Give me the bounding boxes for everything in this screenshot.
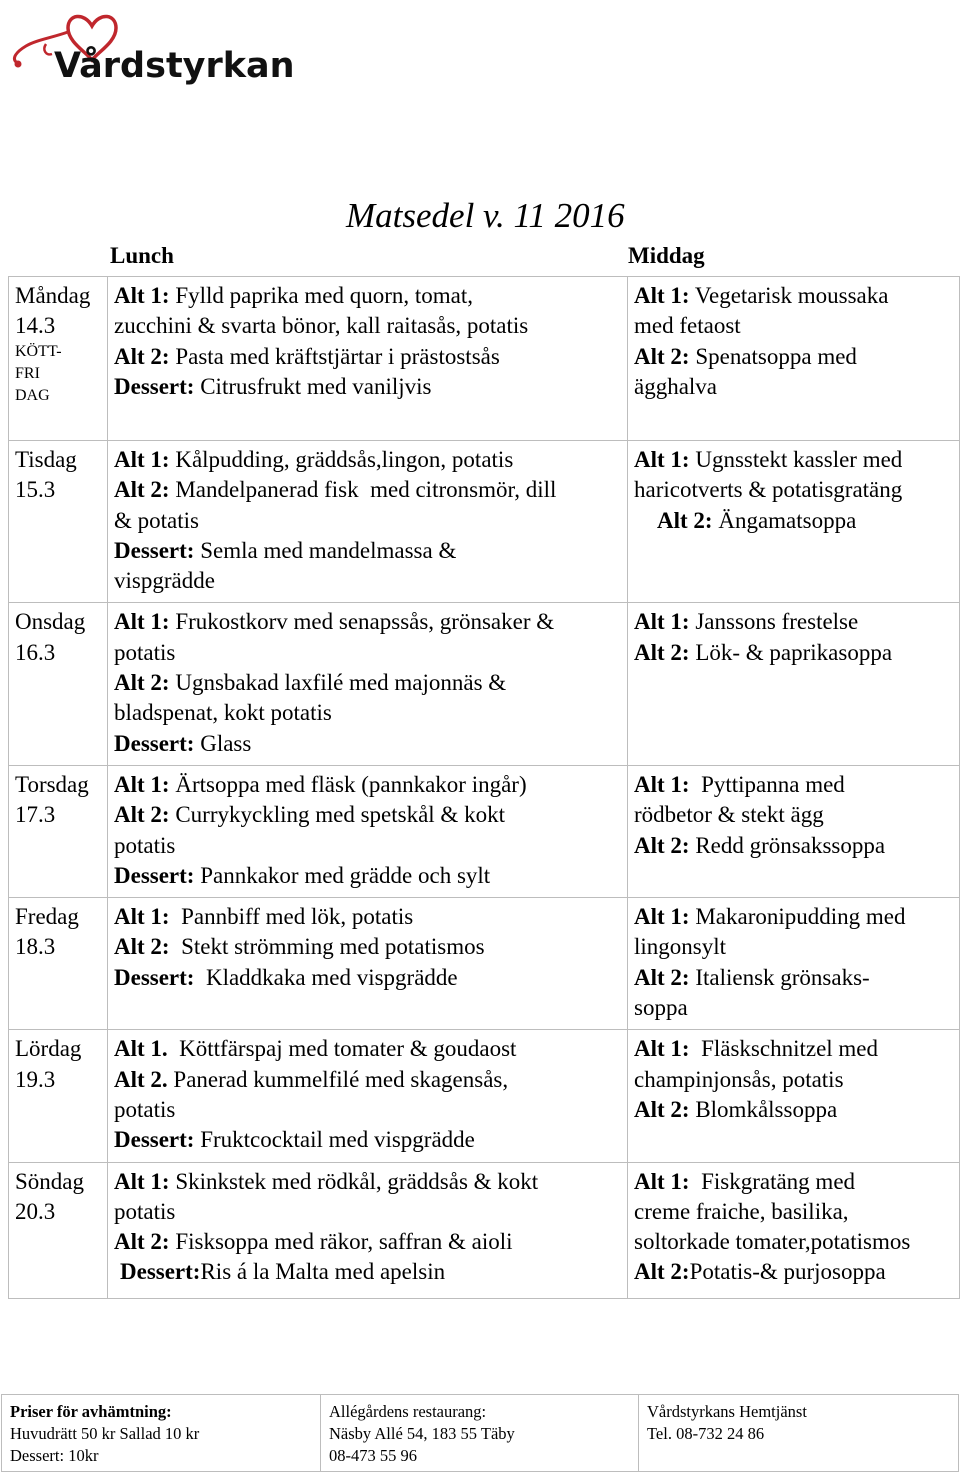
logo-text: Vårdstyrkan bbox=[54, 46, 295, 86]
day-note: FRI bbox=[15, 364, 40, 382]
lunch-cell bbox=[108, 441, 628, 603]
restaurant-heading: Allégårdens restaurang: bbox=[329, 1402, 487, 1421]
day-date: 16.3 bbox=[15, 639, 56, 665]
alt-label: Alt 2: bbox=[634, 832, 690, 858]
dish-text: Potatis-& purjosoppa bbox=[689, 1259, 886, 1285]
lunch-cell bbox=[108, 277, 628, 441]
dish-text: Fylld paprika med quorn, tomat, bbox=[175, 283, 474, 308]
lunch-line bbox=[114, 1227, 621, 1257]
lunch-line bbox=[114, 1197, 621, 1227]
lunch-line bbox=[114, 963, 621, 993]
dinner-cell bbox=[628, 277, 960, 441]
alt-label: Alt 1: bbox=[634, 1168, 690, 1194]
alt-label: Alt 2. bbox=[114, 1066, 168, 1092]
dish-text: zucchini & svarta bönor, kall raitasås, potatis bbox=[114, 313, 529, 339]
alt-label: Alt 2: bbox=[634, 1096, 690, 1122]
dinner-line bbox=[634, 1034, 953, 1064]
dish-text: Fiskgratäng med bbox=[695, 1168, 856, 1194]
alt-label: Alt 1: bbox=[114, 904, 170, 930]
dish-text: Spenatsoppa med bbox=[695, 343, 857, 369]
lunch-cell bbox=[108, 898, 628, 1030]
day-name: Måndag bbox=[15, 283, 91, 308]
alt-label: Alt 1: bbox=[114, 609, 170, 635]
day-cell bbox=[9, 1162, 108, 1298]
dish-text: Vegetarisk moussaka bbox=[694, 283, 889, 308]
lunch-cell bbox=[108, 603, 628, 765]
day-row bbox=[9, 277, 960, 441]
dish-text: potatis bbox=[114, 639, 176, 665]
day-name: Lördag bbox=[15, 1036, 82, 1062]
day-name: Tisdag bbox=[15, 447, 77, 472]
lunch-line bbox=[114, 729, 621, 759]
dish-text: potatis bbox=[114, 1096, 176, 1122]
dish-text: Frukostkorv med senapssås, grönsaker & bbox=[175, 609, 555, 635]
prices-line: Dessert: 10kr bbox=[10, 1446, 99, 1465]
dish-text: champinjonsås, potatis bbox=[634, 1066, 844, 1092]
dinner-cell bbox=[628, 898, 960, 1030]
alt-label: Dessert: bbox=[114, 537, 195, 563]
alt-label: Dessert: bbox=[114, 964, 195, 990]
alt-label: Alt 2: bbox=[114, 670, 170, 696]
day-row bbox=[9, 765, 960, 897]
dinner-line bbox=[634, 1095, 953, 1125]
day-cell bbox=[9, 603, 108, 765]
day-name: Söndag bbox=[15, 1168, 84, 1194]
alt-label: Alt 1. bbox=[114, 1036, 168, 1062]
day-note: KÖTT- bbox=[15, 342, 62, 360]
lunch-line bbox=[114, 861, 621, 891]
dinner-line bbox=[634, 506, 953, 536]
dinner-cell bbox=[628, 441, 960, 603]
dish-text: soppa bbox=[634, 995, 688, 1021]
menu-table bbox=[8, 276, 960, 1299]
lunch-cell bbox=[108, 765, 628, 897]
alt-label: Dessert: bbox=[120, 1259, 201, 1285]
alt-label: Alt 1: bbox=[114, 283, 170, 308]
dinner-heading: Middag bbox=[628, 243, 705, 268]
lunch-line bbox=[114, 698, 621, 728]
dish-text: vispgrädde bbox=[114, 568, 215, 594]
dish-text: Mandelpanerad fisk med citronsmör, dill bbox=[175, 477, 557, 503]
alt-label: Dessert: bbox=[114, 1127, 195, 1153]
lunch-line bbox=[114, 668, 621, 698]
day-row bbox=[9, 1030, 960, 1162]
alt-label: Dessert: bbox=[114, 862, 195, 888]
alt-label: Alt 1: bbox=[634, 447, 690, 472]
dinner-line bbox=[634, 638, 953, 668]
dish-text: Kålpudding, gräddsås,lingon, potatis bbox=[175, 447, 514, 472]
dinner-cell bbox=[628, 1162, 960, 1298]
dish-text: Köttfärspaj med tomater & goudaost bbox=[173, 1036, 517, 1062]
alt-label: Alt 2: bbox=[657, 507, 713, 533]
lunch-line bbox=[114, 311, 621, 341]
page-title: Matsedel v. 11 2016 bbox=[346, 196, 625, 235]
day-date: 18.3 bbox=[15, 934, 56, 960]
alt-label: Alt 1: bbox=[114, 1168, 170, 1194]
alt-label: Alt 1: bbox=[634, 904, 690, 930]
restaurant-cell bbox=[321, 1395, 639, 1472]
dish-text: Fläskschnitzel med bbox=[695, 1036, 879, 1062]
dish-text: Ugnsbakad laxfilé med majonnäs & bbox=[175, 670, 507, 696]
day-row bbox=[9, 603, 960, 765]
day-cell bbox=[9, 277, 108, 441]
lunch-line bbox=[114, 831, 621, 861]
alt-label: Alt 1: bbox=[114, 447, 170, 472]
dinner-line bbox=[634, 281, 953, 311]
dish-text: Redd grönsakssoppa bbox=[695, 832, 886, 858]
lunch-line bbox=[114, 1065, 621, 1095]
homecare-phone: Tel. 08-732 24 86 bbox=[647, 1424, 765, 1443]
dish-text: Panerad kummelfilé med skagensås, bbox=[173, 1066, 509, 1092]
dish-text: Ris á la Malta med apelsin bbox=[200, 1259, 446, 1285]
lunch-cell bbox=[108, 1162, 628, 1298]
dish-text: Lök- & paprikasoppa bbox=[695, 639, 893, 665]
lunch-line bbox=[114, 506, 621, 536]
dish-text: Blomkålssoppa bbox=[695, 1096, 838, 1122]
vardstyrkan-logo bbox=[6, 2, 306, 92]
dinner-line bbox=[634, 1257, 953, 1287]
dinner-line bbox=[634, 963, 953, 993]
day-name: Torsdag bbox=[15, 771, 89, 797]
dinner-line bbox=[634, 800, 953, 830]
alt-label: Alt 1: bbox=[114, 771, 170, 797]
dish-text: lingonsylt bbox=[634, 934, 727, 960]
day-date: 20.3 bbox=[15, 1198, 56, 1224]
lunch-line bbox=[114, 475, 621, 505]
dish-text: Janssons frestelse bbox=[695, 609, 859, 635]
lunch-line bbox=[114, 342, 621, 372]
dinner-cell bbox=[628, 1030, 960, 1162]
day-cell bbox=[9, 898, 108, 1030]
homecare-heading: Vårdstyrkans Hemtjänst bbox=[647, 1402, 807, 1421]
day-date: 15.3 bbox=[15, 477, 56, 503]
dish-text: potatis bbox=[114, 832, 176, 858]
alt-label: Alt 2: bbox=[634, 639, 690, 665]
alt-label: Alt 2: bbox=[114, 343, 170, 369]
lunch-line bbox=[114, 800, 621, 830]
dish-text: rödbetor & stekt ägg bbox=[634, 802, 824, 828]
dish-text: bladspenat, kokt potatis bbox=[114, 700, 332, 726]
dish-text: Glass bbox=[200, 730, 252, 756]
dinner-line bbox=[634, 475, 953, 505]
dish-text: Ängamatsoppa bbox=[718, 507, 857, 533]
day-date: 14.3 bbox=[15, 313, 56, 339]
dish-text: med fetaost bbox=[634, 313, 741, 339]
prices-cell bbox=[2, 1395, 321, 1472]
day-date: 17.3 bbox=[15, 802, 56, 828]
alt-label: Dessert: bbox=[114, 373, 195, 399]
alt-label: Alt 2: bbox=[114, 802, 170, 828]
alt-label: Alt 2: bbox=[114, 934, 170, 960]
alt-label: Dessert: bbox=[114, 730, 195, 756]
day-note: DAG bbox=[15, 386, 50, 404]
restaurant-address: Näsby Allé 54, 183 55 Täby bbox=[329, 1424, 515, 1443]
footer-row bbox=[2, 1395, 959, 1472]
lunch-cell bbox=[108, 1030, 628, 1162]
dish-text: & potatis bbox=[114, 507, 199, 533]
day-row bbox=[9, 898, 960, 1030]
dish-text: Kladdkaka med vispgrädde bbox=[200, 964, 458, 990]
dish-text: Pyttipanna med bbox=[695, 771, 845, 797]
dish-text: Fisksoppa med räkor, saffran & aioli bbox=[175, 1229, 513, 1255]
dinner-cell bbox=[628, 603, 960, 765]
menu-body bbox=[9, 277, 960, 1299]
dish-text: creme fraiche, basilika, bbox=[634, 1198, 849, 1224]
dish-text: ägghalva bbox=[634, 373, 718, 399]
lunch-line bbox=[114, 566, 621, 596]
dish-text: Makaronipudding med bbox=[695, 904, 906, 930]
day-name: Fredag bbox=[15, 904, 79, 930]
lunch-line bbox=[114, 536, 621, 566]
alt-label: Alt 2: bbox=[114, 1229, 170, 1255]
dish-text: potatis bbox=[114, 1198, 176, 1224]
day-cell bbox=[9, 1030, 108, 1162]
dinner-line bbox=[634, 1065, 953, 1095]
day-row bbox=[9, 441, 960, 603]
prices-heading: Priser för avhämtning: bbox=[10, 1402, 172, 1421]
day-row bbox=[9, 1162, 960, 1298]
dinner-line bbox=[634, 1167, 953, 1197]
dish-text: Ärtsoppa med fläsk (pannkakor ingår) bbox=[175, 771, 527, 797]
alt-label: Alt 2: bbox=[114, 477, 170, 503]
prices-line: Huvudrätt 50 kr Sallad 10 kr bbox=[10, 1424, 200, 1443]
dish-text: Semla med mandelmassa & bbox=[200, 537, 457, 563]
alt-label: Alt 2: bbox=[634, 343, 690, 369]
lunch-line bbox=[114, 638, 621, 668]
dish-text: Currykyckling med spetskål & kokt bbox=[175, 802, 505, 828]
lunch-line bbox=[114, 1034, 621, 1064]
dinner-line bbox=[634, 445, 953, 475]
dinner-line bbox=[634, 831, 953, 861]
dinner-line bbox=[634, 1227, 953, 1257]
homecare-cell bbox=[639, 1395, 959, 1472]
dish-text: soltorkade tomater,potatismos bbox=[634, 1229, 911, 1255]
lunch-line bbox=[114, 445, 621, 475]
dinner-line bbox=[634, 311, 953, 341]
dinner-line bbox=[634, 607, 953, 637]
day-cell bbox=[9, 441, 108, 603]
dish-text: Italiensk grönsaks- bbox=[695, 964, 870, 990]
alt-label: Alt 1: bbox=[634, 609, 690, 635]
dinner-line bbox=[634, 770, 953, 800]
footer-info bbox=[1, 1394, 959, 1472]
dish-text: Pannbiff med lök, potatis bbox=[175, 904, 414, 930]
dinner-line bbox=[634, 932, 953, 962]
lunch-line bbox=[114, 1167, 621, 1197]
dish-text: Fruktcocktail med vispgrädde bbox=[200, 1127, 475, 1153]
dinner-line bbox=[634, 902, 953, 932]
lunch-line bbox=[114, 281, 621, 311]
dinner-line bbox=[634, 372, 953, 402]
alt-label: Alt 2: bbox=[634, 1259, 690, 1285]
lunch-line bbox=[114, 607, 621, 637]
alt-label: Alt 1: bbox=[634, 283, 690, 308]
dinner-cell bbox=[628, 765, 960, 897]
day-name: Onsdag bbox=[15, 609, 86, 635]
dish-text: Citrusfrukt med vaniljvis bbox=[200, 373, 432, 399]
dish-text: haricotverts & potatisgratäng bbox=[634, 477, 903, 503]
dish-text: Pasta med kräftstjärtar i prästostsås bbox=[175, 343, 500, 369]
lunch-line bbox=[114, 372, 621, 402]
lunch-line bbox=[114, 1257, 621, 1287]
alt-label: Alt 2: bbox=[634, 964, 690, 990]
restaurant-phone: 08-473 55 96 bbox=[329, 1446, 417, 1465]
lunch-line bbox=[114, 932, 621, 962]
alt-label: Alt 1: bbox=[634, 771, 690, 797]
lunch-line bbox=[114, 770, 621, 800]
day-cell bbox=[9, 765, 108, 897]
dish-text: Pannkakor med grädde och sylt bbox=[200, 862, 491, 888]
dinner-line bbox=[634, 342, 953, 372]
lunch-line bbox=[114, 902, 621, 932]
dinner-line bbox=[634, 1197, 953, 1227]
alt-label: Alt 1: bbox=[634, 1036, 690, 1062]
lunch-line bbox=[114, 1095, 621, 1125]
dinner-line bbox=[634, 993, 953, 1023]
lunch-line bbox=[114, 1125, 621, 1155]
day-date: 19.3 bbox=[15, 1066, 56, 1092]
lunch-heading: Lunch bbox=[110, 243, 174, 268]
dish-text: Ugnsstekt kassler med bbox=[695, 447, 903, 472]
dish-text: Skinkstek med rödkål, gräddsås & kokt bbox=[175, 1168, 539, 1194]
dish-text: Stekt strömming med potatismos bbox=[175, 934, 485, 960]
